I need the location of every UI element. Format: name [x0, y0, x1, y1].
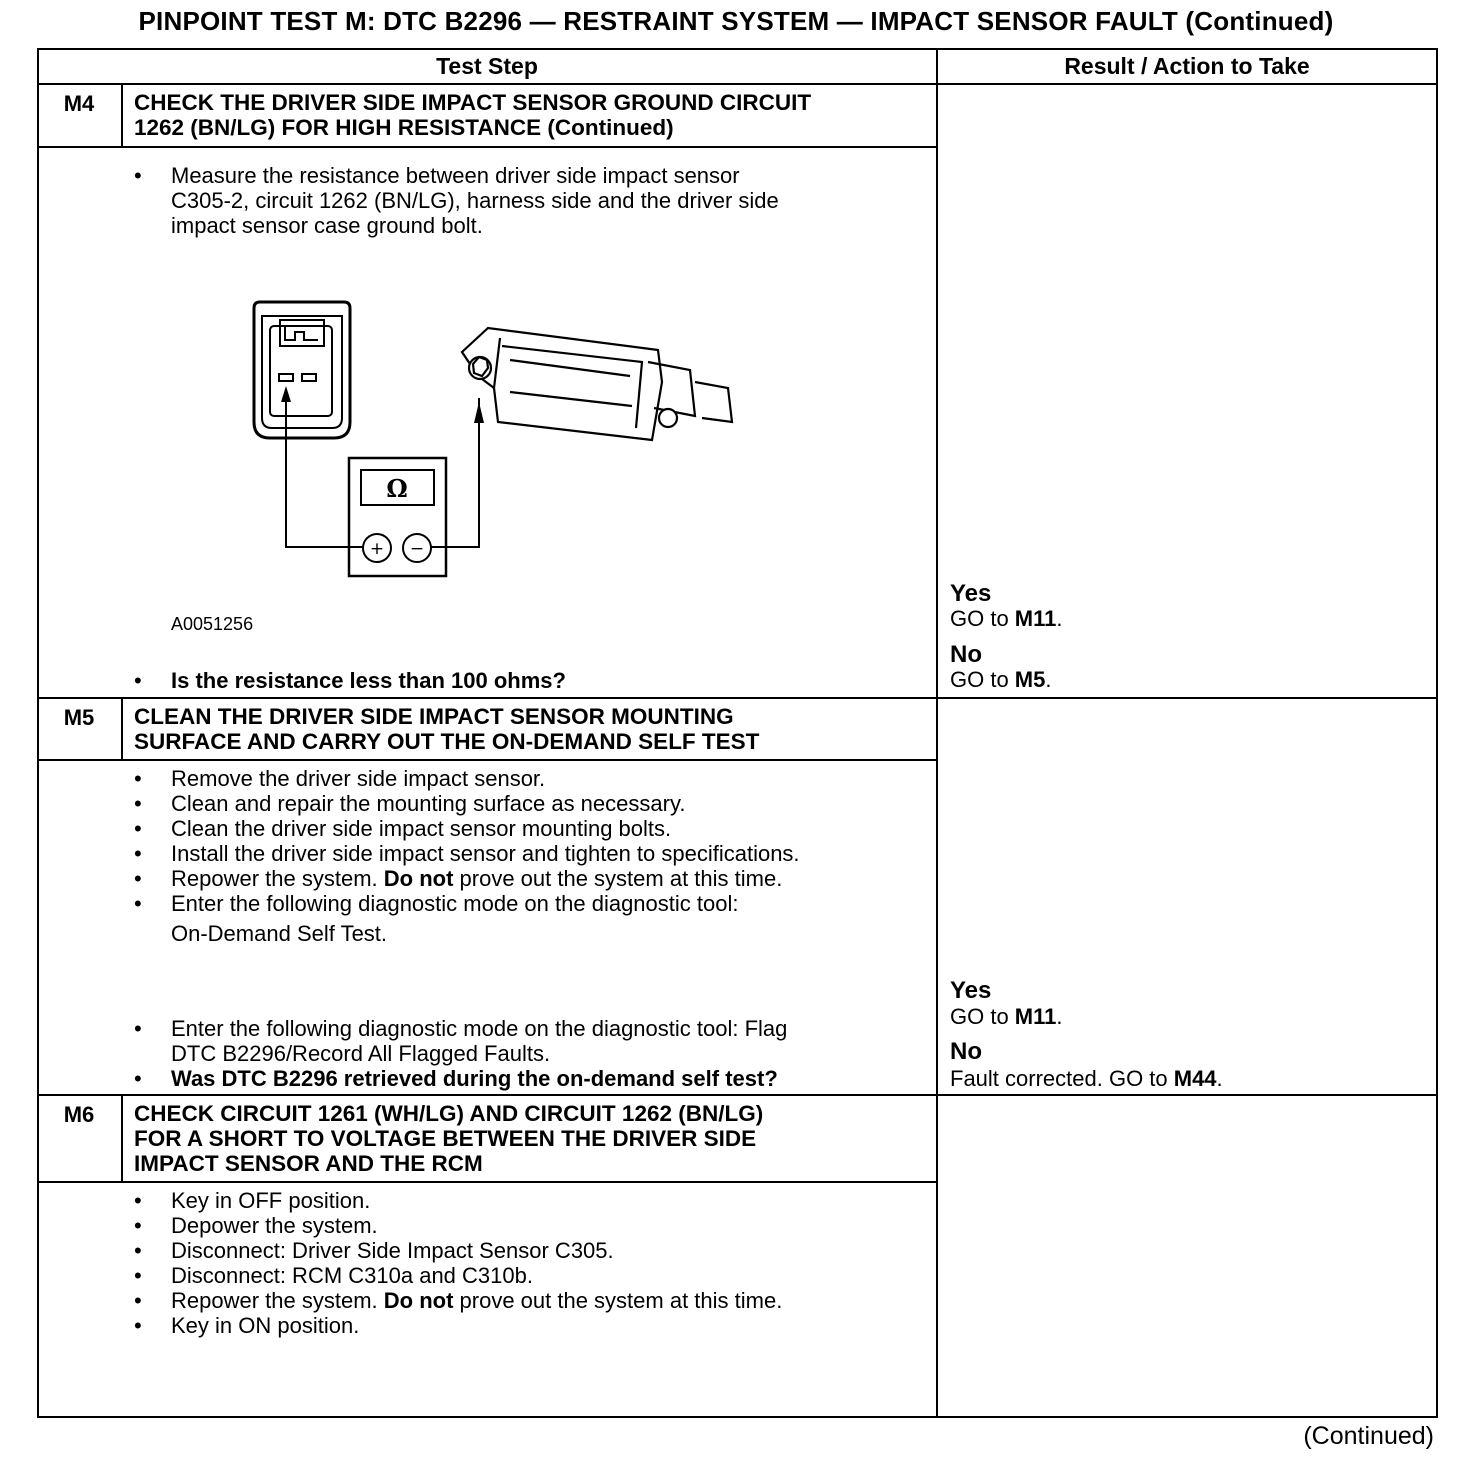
m6-title-line-1: CHECK CIRCUIT 1261 (WH/LG) AND CIRCUIT 1262 (BN/LG) — [134, 1101, 764, 1126]
ohmmeter-wiring-diagram — [240, 290, 740, 590]
bullet-icon: • — [134, 791, 142, 816]
bullet-icon: • — [134, 1288, 142, 1313]
m4-yes-target[interactable]: M11 — [1014, 606, 1057, 631]
m5-no-action: Fault corrected. GO to M44. — [950, 1066, 1223, 1091]
m5-step-2: Clean and repair the mounting surface as necessary. — [171, 791, 686, 816]
bullet-icon: • — [134, 1263, 142, 1288]
bullet-icon: • — [134, 816, 142, 841]
m4-no-target[interactable]: M5 — [1014, 667, 1046, 692]
m4-row-divider — [37, 697, 1438, 699]
step-id-m5: M5 — [63, 705, 95, 730]
m5-yes-action: GO to M11. — [950, 1004, 1063, 1029]
m6-step-2: Depower the system. — [171, 1213, 378, 1238]
m4-step-text-line-2: C305-2, circuit 1262 (BN/LG), harness side and the driver side — [171, 188, 779, 213]
svg-text:−: − — [409, 539, 425, 559]
bullet-icon: • — [134, 766, 142, 791]
m6-title-line-3: IMPACT SENSOR AND THE RCM — [134, 1151, 483, 1176]
step-id-m4: M4 — [63, 91, 95, 116]
m5-question: Was DTC B2296 retrieved during the on-demand self test? — [171, 1066, 778, 1091]
m5-title-divider — [37, 759, 937, 761]
m6-title-line-2: FOR A SHORT TO VOLTAGE BETWEEN THE DRIVER SIDE — [134, 1126, 757, 1151]
harness-connector-c305-icon — [254, 302, 350, 438]
m5-title-line-2: SURFACE AND CARRY OUT THE ON-DEMAND SELF TEST — [134, 729, 760, 754]
m5-step-5: Repower the system. Do not prove out the system at this time. — [171, 866, 783, 891]
m4-yes-label: Yes — [950, 580, 992, 607]
col-divider-step-id-m6 — [121, 1095, 123, 1183]
header-test-step: Test Step — [436, 53, 538, 79]
m4-no-action: GO to M5. — [950, 667, 1052, 692]
m5-step-6-line-1: Enter the following diagnostic mode on the diagnostic tool: — [171, 891, 739, 916]
bullet-icon: • — [134, 1188, 142, 1213]
m5-row-divider — [37, 1094, 1438, 1096]
bullet-icon: • — [134, 1313, 142, 1338]
bullet-icon: • — [134, 1213, 142, 1238]
m6-title-divider — [37, 1181, 937, 1183]
header-divider — [37, 83, 1438, 85]
continued-footer: (Continued) — [1303, 1422, 1434, 1450]
col-divider-main — [936, 48, 938, 1418]
m5-step-1: Remove the driver side impact sensor. — [171, 766, 546, 791]
m6-step-3: Disconnect: Driver Side Impact Sensor C305. — [171, 1238, 614, 1263]
bullet-icon: • — [134, 841, 142, 866]
col-divider-step-id-m5 — [121, 698, 123, 761]
bullet-icon: • — [134, 1066, 142, 1091]
m6-step-1: Key in OFF position. — [171, 1188, 371, 1213]
m5-step-7-line-1: Enter the following diagnostic mode on the diagnostic tool: Flag — [171, 1016, 788, 1041]
m5-title-line-1: CLEAN THE DRIVER SIDE IMPACT SENSOR MOUNTING — [134, 704, 734, 729]
header-result: Result / Action to Take — [1064, 53, 1310, 79]
bullet-icon: • — [134, 866, 142, 891]
m6-step-4: Disconnect: RCM C310a and C310b. — [171, 1263, 533, 1288]
m4-title-divider — [37, 146, 937, 148]
m5-step-7-line-2: DTC B2296/Record All Flagged Faults. — [171, 1041, 551, 1066]
m4-no-label: No — [950, 641, 982, 668]
m4-yes-action: GO to M11. — [950, 606, 1063, 631]
bullet-icon: • — [134, 1016, 142, 1041]
m5-no-target[interactable]: M44 — [1173, 1066, 1217, 1091]
m4-figure-id: A0051256 — [171, 614, 254, 634]
m4-step-text-line-1: Measure the resistance between driver side impact sensor — [171, 163, 740, 188]
m5-step-6-line-2: On-Demand Self Test. — [171, 921, 388, 946]
m4-title-line-2: 1262 (BN/LG) FOR HIGH RESISTANCE (Continued) — [134, 115, 674, 140]
svg-text:+: + — [369, 539, 385, 559]
m6-step-6: Key in ON position. — [171, 1313, 360, 1338]
bullet-icon: • — [134, 163, 142, 188]
bullet-icon: • — [134, 1238, 142, 1263]
probe-tip-positive — [281, 386, 291, 402]
m5-yes-label: Yes — [950, 977, 992, 1004]
probe-tip-negative — [474, 402, 484, 423]
ohmmeter-icon — [349, 458, 446, 576]
col-divider-step-id-m4 — [121, 84, 123, 147]
m4-title-line-1: CHECK THE DRIVER SIDE IMPACT SENSOR GROUND CIRCUIT — [134, 90, 812, 115]
m4-step-text-line-3: impact sensor case ground bolt. — [171, 213, 483, 238]
bullet-icon: • — [134, 891, 142, 916]
bullet-icon: • — [134, 668, 142, 693]
m5-no-label: No — [950, 1038, 982, 1065]
m5-yes-target[interactable]: M11 — [1014, 1004, 1057, 1029]
m5-step-4: Install the driver side impact sensor and tighten to specifications. — [171, 841, 800, 866]
m4-question: Is the resistance less than 100 ohms? — [171, 668, 566, 693]
step-id-m6: M6 — [63, 1102, 95, 1127]
impact-sensor-icon — [462, 328, 732, 440]
page-title: PINPOINT TEST M: DTC B2296 — RESTRAINT SYSTEM — IMPACT SENSOR FAULT (Continued) — [138, 6, 1334, 36]
m5-step-3: Clean the driver side impact sensor mounting bolts. — [171, 816, 672, 841]
m6-step-5: Repower the system. Do not prove out the system at this time. — [171, 1288, 783, 1313]
ohm-symbol: Ω — [386, 474, 408, 503]
